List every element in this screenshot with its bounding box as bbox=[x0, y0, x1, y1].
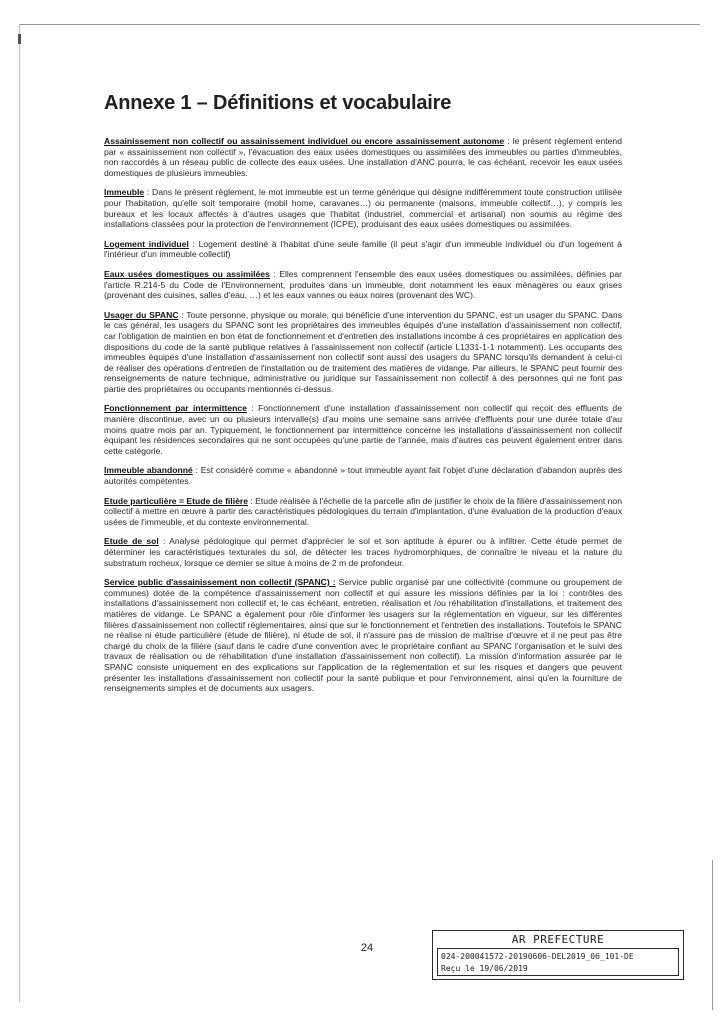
stamp-title: AR PREFECTURE bbox=[511, 933, 605, 946]
top-border-line bbox=[20, 24, 700, 25]
definition-text: : Dans le présent règlement, le mot immeuble est un terme générique qui désigne indifféremment toute construction utilisée pour l'habitation, qu'elle soit temporaire (mobil home, caravanes…) ou permanente (maisons, immeuble collectif…), y compris les bureaux et les locaux affectés à d'autres usages que l'habitat (industriel, commercial et artisanal) non soumis au régime des installations classées pour la protection de l'environnement (ICPE), produisant des eaux usées domestiques ou assimilées. bbox=[104, 187, 622, 230]
left-scan-mark bbox=[18, 34, 21, 44]
definition-text: Service public organisé par une collectivité (commune ou groupement de communes) dotée de la compétence d'assainissement non collectif et qui assure les missions définies par la loi : contrôles des installations d'assainissement non collectif et, le cas échéant, entretien, réalisation et /ou réhabilitation d'installations, et traitement des matières de vidange. Le SPANC a également pour rôle d'informer les usagers sur la réglementation en vigueur, sur les différentes filières d'assainissement non collectif réglementaires, ainsi que sur le fonctionnement et l'entretien des installations. Toutefois le SPANC ne réalise ni étude particulière (étude de filière), ni étude de sol, il n'assure pas de mission de maîtrise d'œuvre et il ne peut pas être chargé du choix de la filière (sauf dans le cadre d'une convention avec le propriétaire confiant au SPANC l'organisation et le suivi des travaux de réalisation ou de réhabilitation d'une installation d'assainissement non collectif). La mission d'information assurée par le SPANC consiste uniquement en des explications sur l'application de la réglementation et sur les risques et dangers que peuvent présenter les installations d'assainissement non collectif pour la santé publique et pour l'environnement, ainsi qu'en la fourniture de renseignements simples et de documents aux usagers. bbox=[104, 577, 622, 694]
definition-immeuble bbox=[104, 187, 622, 229]
definition-assainissement bbox=[104, 136, 622, 178]
definition-text: : Est considéré comme « abandonné » tout immeuble ayant fait l'objet d'une déclaration d'abandon auprès des autorités compétentes. bbox=[104, 465, 622, 487]
right-scan-line bbox=[712, 860, 713, 1010]
definition-term: Usager du SPANC bbox=[104, 309, 179, 320]
prefecture-stamp bbox=[432, 930, 684, 980]
definition-etude-particuliere bbox=[104, 496, 622, 528]
page-title: Annexe 1 – Définitions et vocabulaire bbox=[104, 92, 452, 114]
definition-text: : Analyse pédologique qui permet d'apprécier le sol et son aptitude à épurer ou à infiltrer. Cette étude permet de déterminer les caractéristiques texturales du sol, de détecter les traces hydromorphiques, de connaître le niveau et la nature du substratum rocheux, lorsque ce dernier se situe à moins de 2 m de profondeur. bbox=[104, 536, 623, 568]
definition-spanc bbox=[104, 577, 622, 694]
definition-etude-de-sol bbox=[104, 536, 622, 568]
definition-term: Service public d'assainissement non collectif (SPANC) : bbox=[104, 577, 336, 588]
definition-logement-individuel bbox=[104, 239, 622, 260]
definition-term: Eaux usées domestiques ou assimilées bbox=[104, 268, 270, 279]
definition-term: Etude de sol bbox=[104, 536, 159, 547]
definition-term: Fonctionnement par intermittence bbox=[104, 403, 247, 414]
stamp-received-date: Reçu le 19/06/2019 bbox=[441, 964, 528, 973]
left-margin-line bbox=[19, 24, 20, 1002]
definition-text: : le présent règlement entend par « assainissement non collectif », l'évacuation des eaux usées domestiques ou assimilées des immeubles ou parties d'immeubles, non raccordés à un réseau public de collecte des eaux usées. Une installation d'ANC pourra, le cas échéant, recevoir les eaux usées domestiques de plusieurs immeubles. bbox=[104, 136, 622, 178]
page-number: 24 bbox=[360, 942, 374, 954]
definition-text: : Etude réalisée à l'échelle de la parcelle afin de justifier le choix de la filière d'assainissement non collectif à mettre en œuvre à partir des caractéristiques pédologiques du terrain d'implantation, d'une évaluation de la production d'eaux usées de l'immeuble, et du contexte environnemental. bbox=[104, 495, 622, 527]
definition-usager bbox=[104, 310, 622, 395]
document-body bbox=[104, 92, 622, 703]
definition-immeuble-abandonne bbox=[104, 465, 622, 486]
definition-text: : Fonctionnement d'une installation d'assainissement non collectif qui reçoit des effluents de manière discontinue, avec un ou plusieurs intervalle(s) d'au moins une semaine sans arrivée d'effluents pour une durée totale d'au moins quatre mois par an. Typiquement, le fonctionnement par intermittence concerne les installations d'assainissement non collectif équipant les résidences secondaires qui ne sont occupées qu'une partie de l'année, mais d'autres cas peuvent également entrer dans cette catégorie. bbox=[104, 403, 622, 456]
definition-term: Logement individuel bbox=[104, 238, 189, 249]
definition-text: : Elles comprennent l'ensemble des eaux usées domestiques ou assimilées, définies par l'article R.214-5 du Code de l'Environnement, produites dans un immeuble, dont notamment les eaux ménagères ou eaux grises (provenant des cuisines, salles d'eau, …) et les eaux vannes ou eaux noires (provenant des WC). bbox=[104, 268, 622, 301]
definition-text: : Toute personne, physique ou morale, qui bénéficie d'une intervention du SPANC, est un usager du SPANC. Dans le cas général, les usagers du SPANC sont les propriétaires des immeubles équipés d'une installation d'assainissement non collectif, car l'obligation de maintien en bon état de fonctionnement et d'entretien des installations incombe à ces propriétaires en application des dispositions du code de la santé publique relatives à l'assainissement non collectif (article L1331-1-1 notamment). Les occupants des immeubles équipés d'une installation d'assainissement non collectif sont aussi des usagers du SPANC lorsqu'ils demandent à celui-ci de réaliser des opérations d'entretien de l'installation ou de traitement des matières de vidange. Par ailleurs, le SPANC peut fournir des renseignements de nature technique, administrative ou juridique sur l'assainissement non collectif à des personnes qui ne font pas partie des propriétaires ou occupants mentionnés ci-dessus. bbox=[104, 309, 622, 394]
definition-term: Immeuble bbox=[104, 187, 145, 198]
definition-eaux-usees bbox=[104, 269, 622, 301]
stamp-reference: 024-200041572-20190606-DEL2019_06_101-DE bbox=[441, 952, 634, 961]
definition-text: : Logement destiné à l'habitat d'une seule famille (il peut s'agir d'un immeuble individuel ou d'un logement à l'intérieur d'un immeuble collectif) bbox=[104, 238, 622, 260]
definition-term: Immeuble abandonné bbox=[104, 465, 193, 476]
definition-fonctionnement bbox=[104, 403, 622, 456]
definition-term: Etude particulière = Etude de filière bbox=[104, 495, 248, 506]
definition-term: Assainissement non collectif ou assainissement individuel ou encore assainissement autonome bbox=[104, 136, 505, 146]
